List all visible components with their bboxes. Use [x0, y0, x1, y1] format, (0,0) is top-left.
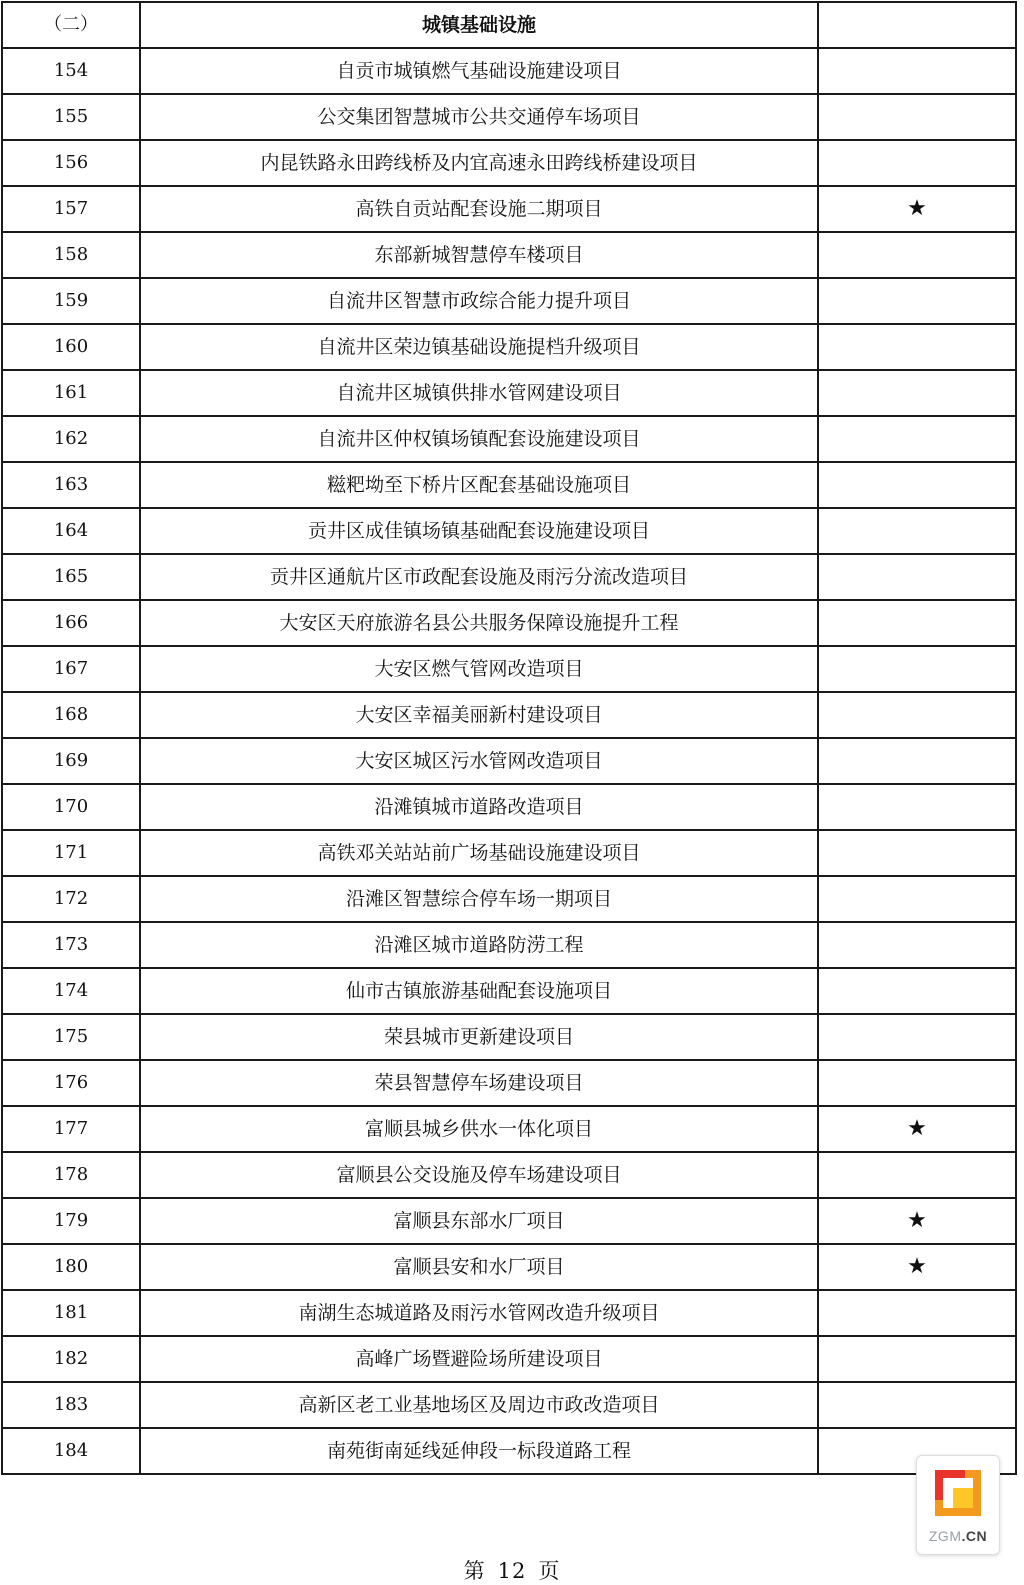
row-number: 181 [2, 1290, 140, 1336]
row-number: 157 [2, 186, 140, 232]
table-row [2, 922, 1016, 968]
table-row [2, 278, 1016, 324]
project-name: 内昆铁路永田跨线桥及内宜高速永田跨线桥建设项目 [140, 140, 818, 186]
key-project-mark [818, 508, 1016, 554]
row-number: 160 [2, 324, 140, 370]
table-row [2, 48, 1016, 94]
key-project-mark [818, 1152, 1016, 1198]
project-name: 高峰广场暨避险场所建设项目 [140, 1336, 818, 1382]
logo-square-yellow [953, 1488, 973, 1508]
row-number: 170 [2, 784, 140, 830]
key-project-mark [818, 922, 1016, 968]
table-row [2, 692, 1016, 738]
project-name: 高铁邓关站站前广场基础设施建设项目 [140, 830, 818, 876]
key-project-mark [818, 600, 1016, 646]
project-name: 公交集团智慧城市公共交通停车场项目 [140, 94, 818, 140]
table-row [2, 370, 1016, 416]
row-number: 183 [2, 1382, 140, 1428]
row-number: 162 [2, 416, 140, 462]
table-row [2, 1428, 1016, 1474]
project-name: 大安区幸福美丽新村建设项目 [140, 692, 818, 738]
project-name: 自流井区仲权镇场镇配套设施建设项目 [140, 416, 818, 462]
key-project-mark [818, 968, 1016, 1014]
project-name: 沿滩镇城市道路改造项目 [140, 784, 818, 830]
project-name: 南苑街南延线延伸段一标段道路工程 [140, 1428, 818, 1474]
project-name: 自贡市城镇燃气基础设施建设项目 [140, 48, 818, 94]
project-name: 糍粑坳至下桥片区配套基础设施项目 [140, 462, 818, 508]
key-project-mark [818, 324, 1016, 370]
key-project-mark [818, 554, 1016, 600]
key-project-mark [818, 784, 1016, 830]
project-name: 自流井区智慧市政综合能力提升项目 [140, 278, 818, 324]
table-row [2, 784, 1016, 830]
table-row [2, 1336, 1016, 1382]
row-number: 154 [2, 48, 140, 94]
row-number: 166 [2, 600, 140, 646]
footer-prefix: 第 [463, 1559, 486, 1583]
project-name: 高铁自贡站配套设施二期项目 [140, 186, 818, 232]
table-row [2, 1244, 1016, 1290]
key-project-mark [818, 1382, 1016, 1428]
logo-text-zgm: ZGM [928, 1528, 962, 1544]
row-number: 175 [2, 1014, 140, 1060]
table-row [2, 646, 1016, 692]
table-row [2, 1198, 1016, 1244]
key-project-mark [818, 1060, 1016, 1106]
key-project-mark [818, 94, 1016, 140]
row-number: 184 [2, 1428, 140, 1474]
section-header-row [2, 2, 1016, 48]
table-row [2, 554, 1016, 600]
table-row [2, 94, 1016, 140]
key-project-mark [818, 1336, 1016, 1382]
project-table [1, 1, 1017, 1475]
row-number: 159 [2, 278, 140, 324]
table-row [2, 1060, 1016, 1106]
key-project-mark: ★ [818, 1106, 1016, 1152]
project-name: 沿滩区城市道路防涝工程 [140, 922, 818, 968]
project-name: 荣县城市更新建设项目 [140, 1014, 818, 1060]
table-row [2, 830, 1016, 876]
zgm-logo-icon [929, 1464, 987, 1522]
row-number: 171 [2, 830, 140, 876]
project-name: 大安区城区污水管网改造项目 [140, 738, 818, 784]
key-project-mark [818, 1290, 1016, 1336]
key-project-mark [818, 738, 1016, 784]
page-footer [0, 1555, 1024, 1585]
project-name: 南湖生态城道路及雨污水管网改造升级项目 [140, 1290, 818, 1336]
row-number: 165 [2, 554, 140, 600]
footer-suffix: 页 [538, 1559, 561, 1583]
project-name: 贡井区通航片区市政配套设施及雨污分流改造项目 [140, 554, 818, 600]
project-name: 荣县智慧停车场建设项目 [140, 1060, 818, 1106]
table-row [2, 186, 1016, 232]
table-row [2, 232, 1016, 278]
table-row [2, 1152, 1016, 1198]
key-project-mark [818, 278, 1016, 324]
key-project-mark [818, 416, 1016, 462]
zgm-watermark-logo [916, 1455, 1000, 1555]
key-project-mark [818, 692, 1016, 738]
row-number: 180 [2, 1244, 140, 1290]
row-number: 155 [2, 94, 140, 140]
project-name: 富顺县公交设施及停车场建设项目 [140, 1152, 818, 1198]
table-row [2, 1106, 1016, 1152]
key-project-mark: ★ [818, 1198, 1016, 1244]
logo-text-cn: .CN [961, 1528, 988, 1544]
key-project-mark [818, 48, 1016, 94]
row-number: 182 [2, 1336, 140, 1382]
project-name: 富顺县安和水厂项目 [140, 1244, 818, 1290]
project-name: 富顺县城乡供水一体化项目 [140, 1106, 818, 1152]
table-row [2, 416, 1016, 462]
table-row [2, 600, 1016, 646]
table-row [2, 876, 1016, 922]
project-name: 贡井区成佳镇场镇基础配套设施建设项目 [140, 508, 818, 554]
row-number: 177 [2, 1106, 140, 1152]
row-number: 168 [2, 692, 140, 738]
section-title: 城镇基础设施 [140, 2, 818, 48]
key-project-mark: ★ [818, 1244, 1016, 1290]
key-project-mark: ★ [818, 186, 1016, 232]
table-row [2, 738, 1016, 784]
project-name: 东部新城智慧停车楼项目 [140, 232, 818, 278]
section-mark-cell [818, 2, 1016, 48]
project-name: 自流井区荣边镇基础设施提档升级项目 [140, 324, 818, 370]
key-project-mark [818, 462, 1016, 508]
project-name: 自流井区城镇供排水管网建设项目 [140, 370, 818, 416]
project-name: 大安区天府旅游名县公共服务保障设施提升工程 [140, 600, 818, 646]
row-number: 163 [2, 462, 140, 508]
key-project-mark [818, 370, 1016, 416]
row-number: 178 [2, 1152, 140, 1198]
section-number: （二） [2, 2, 140, 48]
zgm-logo-text [917, 1528, 999, 1544]
table-row [2, 462, 1016, 508]
row-number: 156 [2, 140, 140, 186]
table-row [2, 324, 1016, 370]
project-name: 高新区老工业基地场区及周边市政改造项目 [140, 1382, 818, 1428]
key-project-mark [818, 140, 1016, 186]
table-row [2, 968, 1016, 1014]
project-name: 仙市古镇旅游基础配套设施项目 [140, 968, 818, 1014]
row-number: 169 [2, 738, 140, 784]
row-number: 158 [2, 232, 140, 278]
row-number: 167 [2, 646, 140, 692]
key-project-mark [818, 232, 1016, 278]
project-name: 大安区燃气管网改造项目 [140, 646, 818, 692]
row-number: 161 [2, 370, 140, 416]
row-number: 176 [2, 1060, 140, 1106]
table-row [2, 508, 1016, 554]
table-row [2, 1014, 1016, 1060]
key-project-mark [818, 1014, 1016, 1060]
table-row [2, 140, 1016, 186]
project-name: 富顺县东部水厂项目 [140, 1198, 818, 1244]
row-number: 179 [2, 1198, 140, 1244]
table-row [2, 1382, 1016, 1428]
row-number: 164 [2, 508, 140, 554]
row-number: 174 [2, 968, 140, 1014]
key-project-mark [818, 830, 1016, 876]
row-number: 172 [2, 876, 140, 922]
table-row [2, 1290, 1016, 1336]
page-number: 12 [497, 1559, 527, 1583]
key-project-mark [818, 646, 1016, 692]
row-number: 173 [2, 922, 140, 968]
key-project-mark [818, 876, 1016, 922]
project-name: 沿滩区智慧综合停车场一期项目 [140, 876, 818, 922]
